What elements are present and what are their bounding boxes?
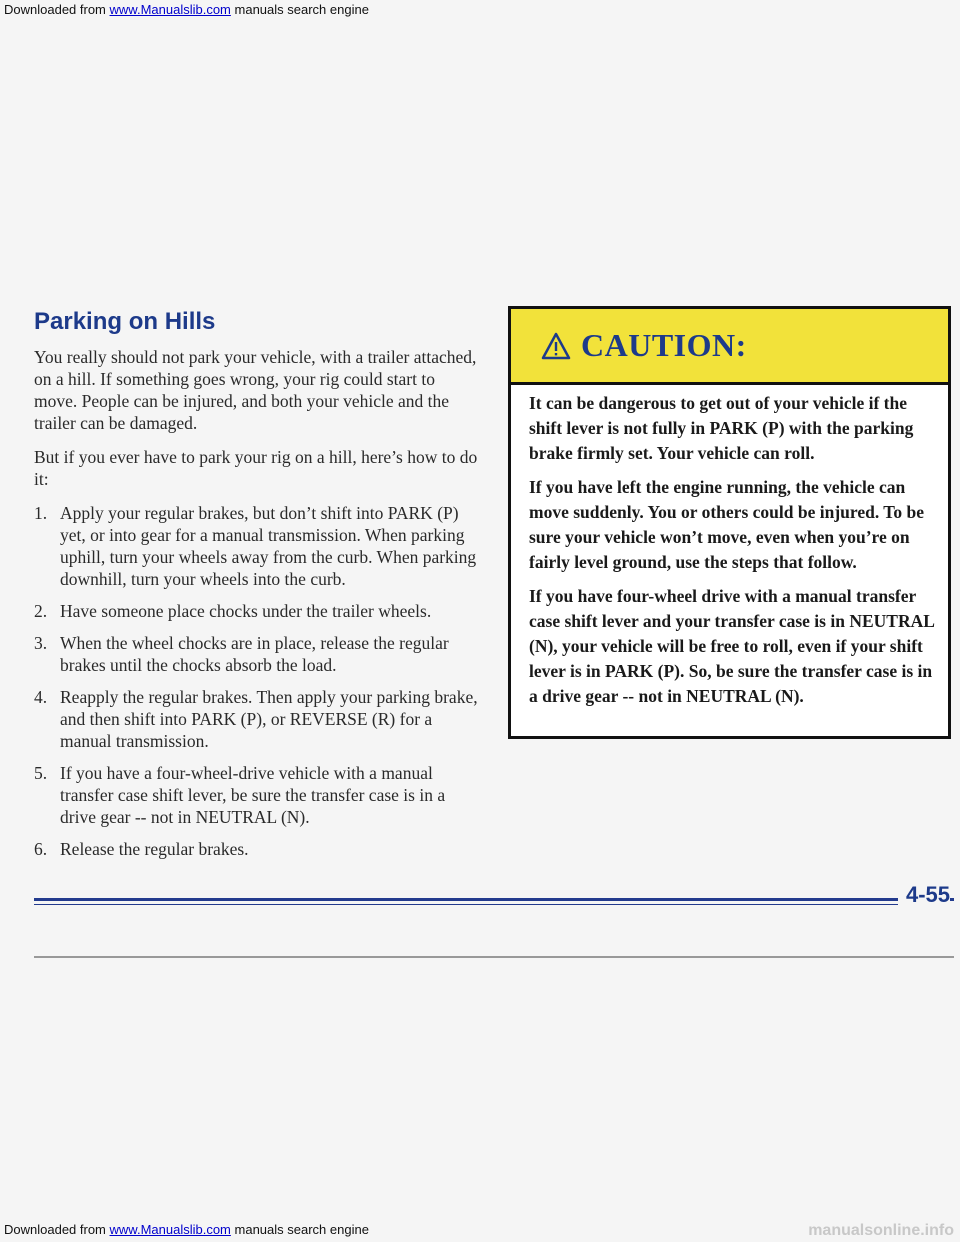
step-text: Reapply the regular brakes. Then apply your parking brake, and then shift into PARK (P), or REVERSE (R) for a manual transmission. [60,687,478,751]
caution-body [529,391,934,718]
steps-list [34,502,478,860]
step-text: If you have a four-wheel-drive vehicle with a manual transfer case shift lever, be sure the transfer case is in a drive gear -- not in NEUTRAL (N). [60,763,446,827]
caution-header [511,309,948,385]
step-item [34,600,478,622]
manualslib-link[interactable]: www.Manualslib.com [109,1222,231,1237]
step-item [34,686,478,752]
banner-prefix: Downloaded from [4,2,106,17]
banner-suffix: manuals search engine [234,1222,369,1237]
step-text: When the wheel chocks are in place, release the regular brakes until the chocks absorb the load. [60,633,449,675]
banner-suffix: manuals search engine [234,2,369,17]
step-item [34,762,478,828]
section-heading: Parking on Hills [34,308,216,335]
caution-paragraph-1: It can be dangerous to get out of your vehicle if the shift lever is not fully in PARK (P) with the parking brake firmly set. Your vehicle can roll. [529,393,914,463]
warning-triangle-icon [541,332,571,360]
step-item [34,632,478,676]
intro-paragraph-1: You really should not park your vehicle, with a trailer attached, on a hill. If something goes wrong, your rig could start to move. People can be injured, and both your vehicle and the trailer can be damaged. [34,347,477,433]
download-banner [0,0,373,19]
intro-paragraph-2: But if you ever have to park your rig on a hill, here’s how to do it: [34,447,478,489]
step-number: 2. [34,601,48,621]
footer-rule [34,898,954,901]
caution-paragraph-3: If you have four-wheel drive with a manual transfer case shift lever and your transfer case is in NEUTRAL (N), your vehicle will be free to roll, even if your shift lever is in PARK (P). So, be sure the transfer case is in a drive gear -- not in NEUTRAL (N). [529,586,934,706]
footer-rule-thin [34,904,914,905]
watermark: manualsonline.info [808,1222,954,1239]
step-text: Release the regular brakes. [60,839,249,859]
page-bottom-rule [34,956,954,958]
caution-label: CAUTION: [581,327,747,363]
caution-box [508,306,951,739]
step-number: 6. [34,839,48,859]
step-item [34,838,478,860]
step-number: 3. [34,633,48,653]
banner-prefix: Downloaded from [4,1222,106,1237]
step-number: 1. [34,503,48,523]
caution-paragraph-2: If you have left the engine running, the vehicle can move suddenly. You or others could be injured. To be sure your vehicle won’t move, even when you’re on fairly level ground, use the steps that follow. [529,477,924,572]
step-text: Have someone place chocks under the trailer wheels. [60,601,432,621]
manualslib-link[interactable]: www.Manualslib.com [109,2,231,17]
step-number: 4. [34,687,48,707]
step-item [34,502,478,590]
body-column [34,346,478,870]
step-text: Apply your regular brakes, but don’t shift into PARK (P) yet, or into gear for a manual transmission. When parking uphill, turn your wheels away from the curb. When parking downhill, turn your wheels into the curb. [60,503,477,589]
page-number: 4-55 [898,882,950,908]
step-number: 5. [34,763,48,783]
